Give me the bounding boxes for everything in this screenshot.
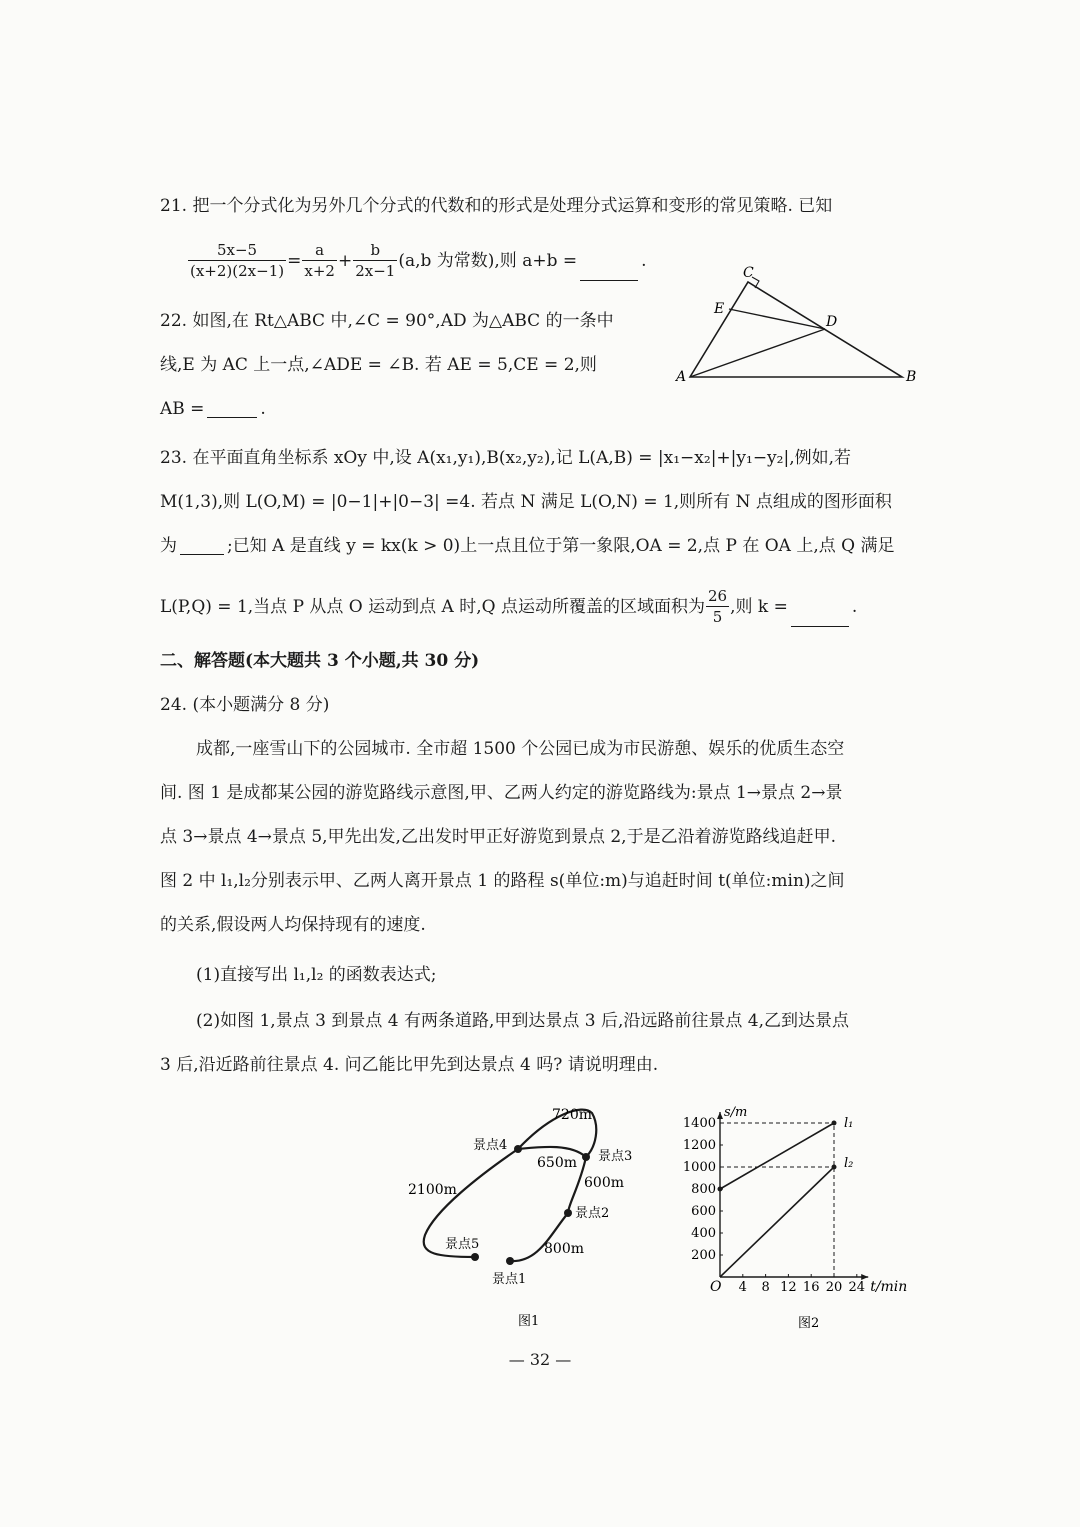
y-axis-label: s/m <box>724 1105 748 1120</box>
label-e: E <box>714 301 725 317</box>
q22-line1: 22. 如图,在 Rt△ABC 中,∠C = 90°,AD 为△ABC 的一条中 <box>160 311 614 331</box>
q24-p5: 的关系,假设两人均保持现有的速度. <box>160 915 426 935</box>
q23-area-fraction <box>706 588 729 627</box>
dist-600: 600m <box>584 1175 624 1191</box>
triangle-abc <box>690 282 902 377</box>
spot4-label: 景点4 <box>473 1138 508 1153</box>
spot3-label: 景点3 <box>598 1149 633 1164</box>
q24-sub2a: (2)如图 1,景点 3 到景点 4 有两条道路,甲到达景点 3 后,沿远路前往景点 4,乙到达景点 <box>196 1011 850 1031</box>
spot5-marker <box>471 1253 479 1261</box>
q21-plus: + <box>337 250 353 271</box>
series-line-l2 <box>720 1167 834 1277</box>
fig2-caption: 图2 <box>798 1316 820 1331</box>
q23-line4b: ,则 k = <box>730 596 788 617</box>
q23-frac-den: 5 <box>712 608 723 627</box>
q21-f3-den: 2x−1 <box>355 262 396 281</box>
label-d: D <box>826 314 838 330</box>
route-map-figure <box>400 1095 670 1335</box>
q24-sub1: (1)直接写出 l₁,l₂ 的函数表达式; <box>196 965 437 985</box>
q21-f3-num: b <box>353 242 397 261</box>
q21-fraction-3 <box>353 242 397 281</box>
series-endpoint-l1 <box>832 1121 837 1126</box>
q21-tail: (a,b 为常数),则 a+b = <box>398 250 578 271</box>
q21-fraction-1 <box>188 242 286 281</box>
label-b: B <box>906 369 917 385</box>
x-tick-label: 4 <box>738 1280 747 1295</box>
spot4-marker <box>514 1145 522 1153</box>
chart-axes-group <box>683 1105 907 1295</box>
segment-ad <box>690 329 825 377</box>
q24-sub2b: 3 后,沿近路前往景点 4. 问乙能比甲先到达景点 4 吗? 请说明理由. <box>160 1055 659 1075</box>
q23-line3 <box>160 538 895 555</box>
q23-line4 <box>160 588 857 627</box>
q23-frac-num: 26 <box>706 588 729 607</box>
q24-p3: 点 3→景点 4→景点 5,甲先出发,乙出发时甲正好游览到景点 2,于是乙沿着游览路线追赶甲. <box>160 827 836 847</box>
q22-ab-label: AB = <box>160 399 205 419</box>
page-number: — 32 — <box>508 1350 572 1369</box>
spot1-marker <box>506 1257 514 1265</box>
q21-answer-blank[interactable] <box>580 279 638 281</box>
x-axis-label: t/min <box>870 1279 908 1295</box>
section2-heading: 二、解答题(本大题共 3 个小题,共 30 分) <box>160 651 480 671</box>
q23-answer-blank-1[interactable] <box>180 553 224 555</box>
q21-fraction-2 <box>302 242 337 281</box>
q24-p1: 成都,一座雪山下的公园城市. 全市超 1500 个公园已成为市民游憩、娱乐的优质生态空 <box>196 739 845 759</box>
spot5-label: 景点5 <box>445 1237 480 1252</box>
dist-2100: 2100m <box>408 1182 457 1198</box>
q23-line3b: ;已知 A 是直线 y = kx(k > 0)上一点且位于第一象限,OA = 2,点 P 在 OA 上,点 Q 满足 <box>227 536 895 556</box>
q21-f2-den: x+2 <box>304 262 335 281</box>
label-c: C <box>743 265 754 281</box>
y-tick-label: 1200 <box>682 1138 716 1153</box>
y-tick-label: 600 <box>691 1204 716 1219</box>
dist-720: 720m <box>552 1107 592 1123</box>
y-tick-label: 1400 <box>682 1116 716 1131</box>
fig1-caption: 图1 <box>518 1314 540 1329</box>
y-tick-label: 200 <box>691 1248 716 1263</box>
dist-800: 800m <box>544 1241 584 1257</box>
label-a: A <box>676 369 687 385</box>
spot1-label: 景点1 <box>492 1272 527 1287</box>
spot2-label: 景点2 <box>575 1206 610 1221</box>
q21-line1: 21. 把一个分式化为另外几个分式的代数和的形式是处理分式运算和变形的常见策略. 已知 <box>160 196 833 216</box>
x-tick-label: 20 <box>825 1280 843 1295</box>
q22-line3 <box>160 401 266 418</box>
spot2-marker <box>564 1209 572 1217</box>
y-axis-arrow <box>717 1112 723 1119</box>
x-tick-label: 24 <box>848 1280 866 1295</box>
q21-f1-num: 5x−5 <box>188 242 286 261</box>
q23-line3a: 为 <box>160 536 177 556</box>
q23-line2: M(1,3),则 L(O,M) = |0−1|+|0−3| =4. 若点 N 满足 L(O,N) = 1,则所有 N 点组成的图形面积 <box>160 492 892 512</box>
q22-line2: 线,E 为 AC 上一点,∠ADE = ∠B. 若 AE = 5,CE = 2,则 <box>160 355 597 375</box>
y-tick-label: 1000 <box>682 1160 716 1175</box>
q24-head: 24. (本小题满分 8 分) <box>160 695 330 715</box>
series-label-l1: l₁ <box>844 1116 854 1131</box>
series-label-l2: l₂ <box>844 1156 854 1171</box>
q23-line1: 23. 在平面直角坐标系 xOy 中,设 A(x₁,y₁),B(x₂,y₂),记 L(A,B) = |x₁−x₂|+|y₁−y₂|,例如,若 <box>160 448 852 468</box>
y-tick-label: 800 <box>691 1182 716 1197</box>
q22-answer-blank[interactable] <box>207 416 257 418</box>
q24-p4: 图 2 中 l₁,l₂分别表示甲、乙两人离开景点 1 的路程 s(单位:m)与追赶时间 t(单位:min)之间 <box>160 871 845 891</box>
q23-end: . <box>851 596 858 617</box>
q21-equation <box>160 242 647 281</box>
origin-label: O <box>710 1279 722 1295</box>
series-endpoint-l2 <box>832 1165 837 1170</box>
q22-end: . <box>260 399 266 419</box>
series-startpoint-l1 <box>718 1187 723 1192</box>
spot3-marker <box>582 1153 590 1161</box>
dist-650: 650m <box>537 1155 577 1171</box>
distance-time-chart <box>680 1095 940 1335</box>
triangle-figure <box>670 260 930 390</box>
q21-f1-den: (x+2)(2x−1) <box>190 262 285 281</box>
x-tick-label: 16 <box>802 1280 820 1295</box>
q21-f2-num: a <box>302 242 337 261</box>
q21-eq: = <box>287 250 302 271</box>
y-tick-label: 400 <box>691 1226 716 1241</box>
segment-ed <box>729 309 825 329</box>
q23-line4a: L(P,Q) = 1,当点 P 从点 O 运动到点 A 时,Q 点运动所覆盖的区域面积为 <box>160 596 705 617</box>
q21-end: . <box>641 250 647 271</box>
series-line-l1 <box>720 1123 834 1189</box>
x-tick-label: 12 <box>780 1280 797 1295</box>
q24-p2: 间. 图 1 是成都某公园的游览路线示意图,甲、乙两人约定的游览路线为:景点 1→景点 2→景 <box>160 783 843 803</box>
q23-answer-blank-2[interactable] <box>791 625 849 627</box>
x-tick-label: 8 <box>761 1280 770 1295</box>
